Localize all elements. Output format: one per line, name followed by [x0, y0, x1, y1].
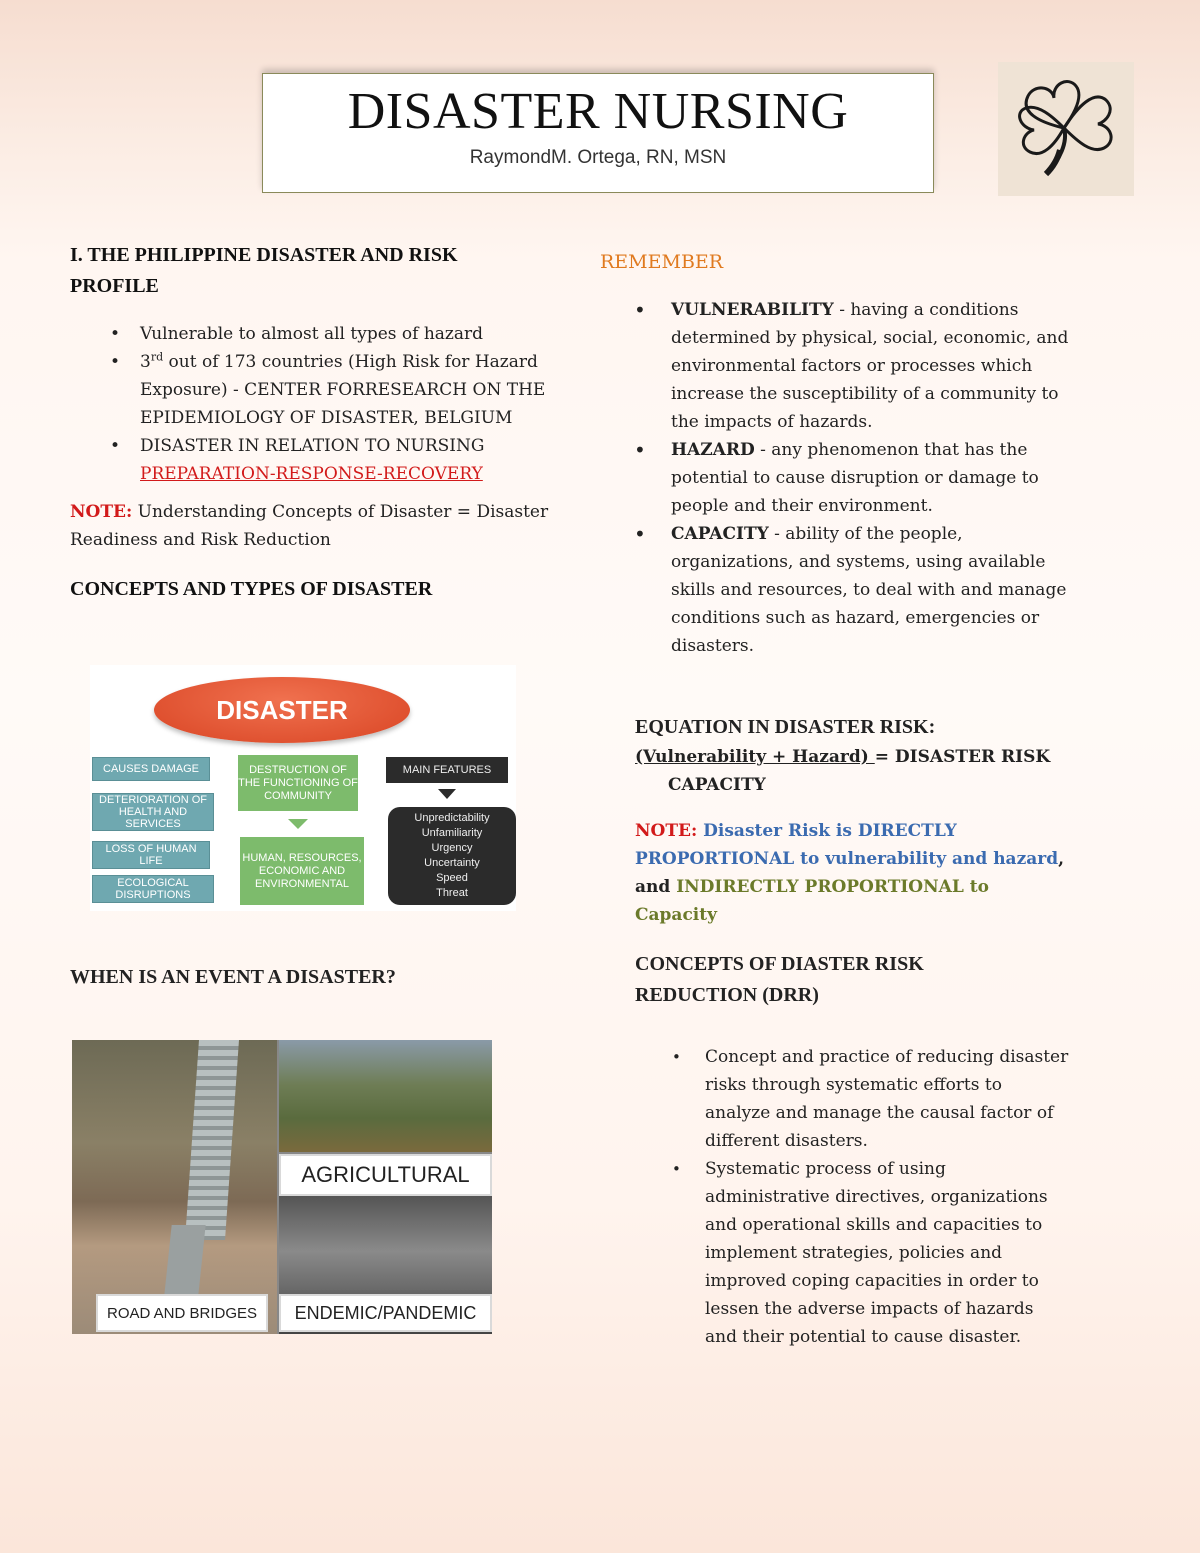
disaster-photo-collage	[72, 1040, 492, 1334]
down-arrow-icon	[288, 819, 308, 829]
agricultural-photo	[279, 1040, 492, 1152]
term: HAZARD	[671, 440, 755, 460]
bullet-text: Concept and practice of reducing disaster risks through systematic efforts to analyze and manage the causal factor of different disasters.	[705, 1047, 1069, 1151]
remember-heading: REMEMBER	[600, 251, 724, 273]
ecological-box: ECOLOGICAL DISRUPTIONS	[92, 875, 214, 903]
when-disaster-heading: WHEN IS AN EVENT A DISASTER?	[70, 966, 396, 988]
disaster-concept-diagram	[90, 665, 516, 911]
four-leaf-clover-icon	[998, 62, 1134, 196]
profile-bullet-list	[70, 320, 560, 488]
bridge-structure	[185, 1040, 239, 1240]
equation-result: = DISASTER RISK	[874, 747, 1051, 767]
feature-item: Unpredictability	[414, 812, 490, 824]
agricultural-label: AGRICULTURAL	[279, 1154, 492, 1196]
drr-heading	[635, 949, 1070, 1011]
note-label: NOTE:	[635, 821, 698, 841]
list-item	[70, 348, 560, 432]
list-item	[70, 432, 560, 488]
features-box	[388, 807, 516, 905]
heading-line: I. THE PHILIPPINE DISASTER AND RISK	[70, 244, 458, 266]
right-column	[600, 248, 1070, 1351]
note-paragraph	[70, 498, 560, 554]
human-resources-box: HUMAN, RESOURCES, ECONOMIC AND ENVIRONMENTAL	[240, 837, 364, 905]
roads-label: ROAD AND BRIDGES	[96, 1294, 268, 1332]
equation-block	[600, 712, 1070, 1011]
endemic-label: ENDEMIC/PANDEMIC	[279, 1294, 492, 1332]
definition: - having a conditions determined by physical, social, economic, and environmental factors or processes which increase the susceptibility of a community to the impacts of hazards.	[671, 300, 1069, 432]
heading-line: REDUCTION (DRR)	[635, 984, 819, 1006]
list-item	[600, 1043, 1070, 1155]
list-item	[600, 520, 1070, 660]
loss-of-life-box: LOSS OF HUMAN LIFE	[92, 841, 210, 869]
road-bridge-photo	[72, 1040, 277, 1334]
preparation-response-recovery-text: PREPARATION-RESPONSE-RECOVERY	[140, 464, 483, 484]
superscript: rd	[150, 350, 164, 364]
definition: - ability of the people, organizations, and systems, using available skills and resources, to deal with and manage conditions such as hazard, emergencies or disasters.	[671, 524, 1067, 656]
feature-item: Speed	[436, 872, 468, 884]
title-box	[262, 73, 934, 193]
definitions-list	[600, 296, 1070, 660]
down-arrow-icon	[438, 789, 456, 799]
note-direct-text: Disaster Risk is DIRECTLY PROPORTIONAL to vulnerability and hazard	[635, 821, 1059, 869]
feature-item: Unfamiliarity	[421, 827, 483, 839]
note-label: NOTE:	[70, 502, 133, 522]
concepts-heading: CONCEPTS AND TYPES OF DISASTER	[70, 578, 433, 600]
bullet-text: out of 173 countries (High Risk for Hazard Exposure) - CENTER FORRESEARCH ON THE EPIDEMIOLOGY OF DISASTER, BELGIUM	[140, 352, 546, 428]
bullet-text: Systematic process of using administrative directives, organizations and operational skills and capacities to implement strategies, policies and improved coping capacities in order to lessen the adverse impacts of hazards and their potential to cause disaster.	[705, 1159, 1048, 1347]
equation-line	[635, 743, 1070, 771]
drr-bullet-list	[600, 1043, 1070, 1351]
bullet-text: 3	[140, 352, 151, 372]
equation-numerator: (Vulnerability + Hazard)	[635, 747, 875, 767]
risk-note	[635, 817, 1070, 929]
deterioration-box: DETERIORATION OF HEALTH AND SERVICES	[92, 793, 214, 831]
feature-item: Urgency	[431, 842, 473, 854]
left-column	[70, 240, 560, 605]
feature-item: Threat	[436, 887, 468, 899]
section-heading-philippine-profile	[70, 240, 560, 302]
bridge-debris	[164, 1225, 205, 1295]
author-line: RaymondM. Ortega, RN, MSN	[469, 147, 727, 168]
feature-item: Uncertainty	[424, 857, 480, 869]
bullet-text: DISASTER IN RELATION TO NURSING	[140, 436, 485, 456]
note-indirect-text: INDIRECTLY PROPORTIONAL to Capacity	[635, 877, 989, 925]
list-item	[70, 320, 560, 348]
bullet-text: Vulnerable to almost all types of hazard	[140, 324, 484, 344]
heading-line: PROFILE	[70, 275, 159, 297]
main-features-box: MAIN FEATURES	[386, 757, 508, 783]
equation-denominator: CAPACITY	[668, 775, 766, 795]
equation-heading: EQUATION IN DISASTER RISK:	[635, 716, 936, 738]
list-item	[600, 436, 1070, 520]
term: VULNERABILITY	[671, 300, 834, 320]
list-item	[600, 1155, 1070, 1351]
note-text: Understanding Concepts of Disaster = Disaster Readiness and Risk Reduction	[70, 502, 549, 550]
term: CAPACITY	[671, 524, 769, 544]
disaster-oval: DISASTER	[154, 677, 410, 743]
heading-line: CONCEPTS OF DIASTER RISK	[635, 953, 924, 975]
destruction-box: DESTRUCTION OF THE FUNCTIONING OF COMMUNITY	[238, 755, 358, 811]
list-item	[600, 296, 1070, 436]
causes-damage-box: CAUSES DAMAGE	[92, 757, 210, 781]
definition: - any phenomenon that has the potential to cause disruption or damage to people and their environment.	[671, 440, 1039, 516]
note-connector: , and	[635, 849, 1065, 897]
page-title: DISASTER NURSING	[347, 83, 849, 140]
